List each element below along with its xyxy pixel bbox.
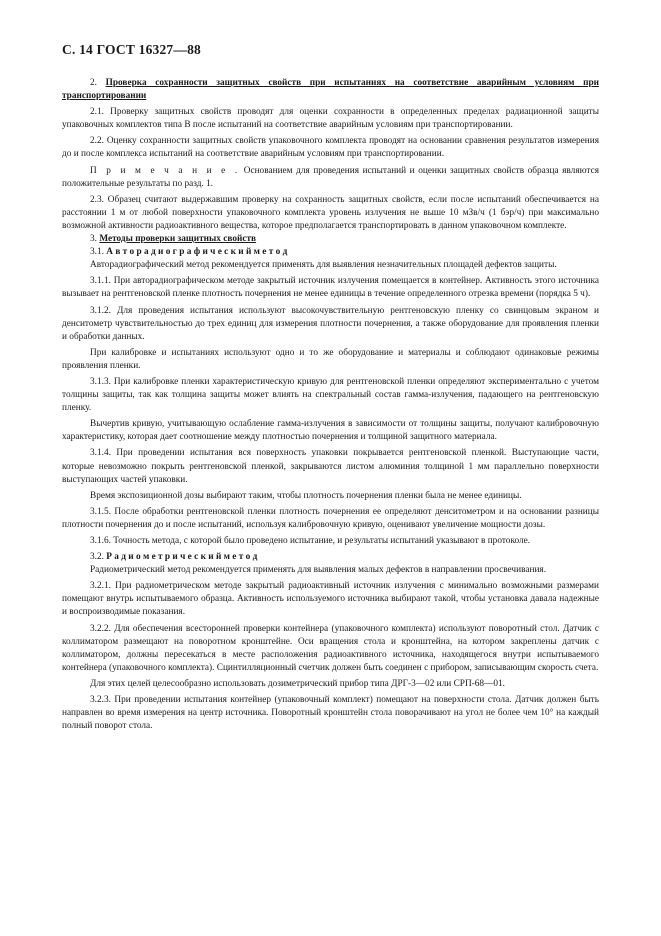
page-header: С. 14 ГОСТ 16327—88 (62, 42, 201, 57)
paragraph-3-1-5: 3.1.5. После обработки рентгеновской пленки плотность почернения ее определяют денситометром и на основании разницы плотности почернения до и после испытаний, используя калибровочную кривую, оценивают увеличение мощности дозы. (62, 506, 599, 530)
paragraph-2-2: 2.2. Оценку сохранности защитных свойств упаковочного комплекта проводят на основании сравнения результатов измерения до и после комплекса испытаний на соответствие аварийным условиям при транспортировании. (62, 136, 599, 160)
paragraph-3-2-2-cont: Для этих целей целесообразно использовать дозиметрический прибор типа ДРГ-3—02 или СРП-68—01. (90, 678, 505, 689)
paragraph-3-1-2: 3.1.2. Для проведения испытания используют высокочувствительную рентгеновскую пленку со свинцовым экраном и денситометр чувствительностью до трех единиц для измерения плотности почернения, а также оборудование для проявления пленки и обработки данных. (62, 305, 599, 342)
section-number: 3. (90, 234, 97, 245)
section-number: 2. (90, 78, 97, 88)
paragraph-3-1-4-cont: Время экспозиционной дозы выбирают таким, чтобы плотность почернения пленки была не менее единицы. (90, 490, 522, 501)
subsection-number: 3.2. (90, 552, 104, 563)
subsection-title: А в т о р а д и о г р а ф и ч е с к и й м е т о д (106, 247, 288, 258)
section-2-heading (62, 77, 599, 103)
paragraph-3-1-intro: Авторадиографический метод рекомендуется применять для выявления незначительных площадей дефектов защиты. (90, 260, 557, 271)
paragraph-2-1: 2.1. Проверку защитных свойств проводят для оценки сохранности в определенных пределах радиационной защиты упаковочных комплектов типа В после испытаний на соответствие аварийным условиям при транспортировании. (62, 107, 599, 131)
document-body (62, 77, 599, 736)
subsection-title: Р а д и о м е т р и ч е с к и й м е т о д (106, 552, 258, 563)
paragraph-2-3: 2.3. Образец считают выдержавшим проверку на сохранность защитных свойств, если после испытаний обеспечивается на расстоянии 1 м от любой поверхности упаковочного комплекта уровень излучения не выше 10 мЗв/ч (1 бэр/ч) при максимально возможной активности радиоактивного вещества, которое предполагается транспортировать в данном упаковочном комплекте. (62, 194, 599, 231)
paragraph-3-1-3-cont: Вычертив кривую, учитывающую ослабление гамма-излучения в зависимости от толщины защиты, получают калибровочную характеристику, которая дает соотношение между плотностью почернения и толщиной защитного материала. (62, 419, 599, 443)
subsection-3-2-heading (62, 551, 599, 564)
subsection-number: 3.1. (90, 247, 104, 258)
note-text: Основанием для проведения испытаний и оценки защитных свойств образца являются положительные результаты по разд. 1. (62, 165, 599, 189)
paragraph-3-2-3: 3.2.3. При проведении испытания контейнер (упаковочный комплект) помещают на поверхности стола. Датчик должен быть направлен во время измерения на центр источника. Поворотный кронштейн стола поворачивают на угол не более чем 10° на каждый полный поворот стола. (62, 695, 599, 732)
paragraph-3-2-intro: Радиометрический метод рекомендуется применять для выявления малых дефектов в направлении просвечивания. (90, 565, 547, 576)
paragraph-3-1-3: 3.1.3. При калибровке пленки характеристическую кривую для рентгеновской пленки определяют экспериментально с учетом толщины защиты, так как толщина защиты может влиять на спектральный состав гамма-излучения, падающего на рентгеновскую пленку. (62, 376, 599, 414)
section-3-heading (62, 233, 599, 246)
paragraph-3-1-4: 3.1.4. При проведении испытания вся поверхность упаковки покрывается рентгеновской пленкой. Выступающие части, которые невозможно покрыть рентгеновской пленкой, закрываются листом алюминия толщиной 1 мм параллельно поверхности выступающих частей упаковки. (62, 448, 599, 485)
note (62, 165, 599, 191)
subsection-3-1-heading (62, 246, 599, 259)
paragraph-3-2-1: 3.2.1. При радиометрическом методе закрытый радиоактивный источник излучения с минимально возможными размерами помещают внутрь испытываемого образца. Активность используемого источника выбирают такой, чтобы установка давала надежные и воспроизводимые показания. (62, 581, 599, 618)
paragraph-3-2-2: 3.2.2. Для обеспечения всесторонней проверки контейнера (упаковочного комплекта) используют поворотный стол. Датчик с коллиматором размещают на поворотном кронштейне. Оси вращения стола и кронштейна, на котором закреплены датчик с коллиматором, должны пересекаться в месте расположения радиоактивного источника, находящегося внутри испытываемого контейнера (упаковочного комплекта). Сцинтилляционный счетчик должен быть соединен с прибором, записывающим скорость счета. (62, 623, 599, 673)
paragraph-3-1-1: 3.1.1. При авторадиографическом методе закрытый источник излучения помещается в контейнер. Активность этого источника вызывает на рентгеновской пленке плотность почернения не менее единицы в течение определенного отрезка времени (порядка 5 ч). (62, 276, 599, 300)
note-label: П р и м е ч а н и е . (90, 165, 241, 176)
paragraph-3-1-6: 3.1.6. Точность метода, с которой было проведено испытание, и результаты испытаний указывают в протоколе. (90, 536, 531, 546)
section-title: Методы проверки защитных свойств (99, 234, 257, 245)
paragraph-3-1-2-cont: При калибровке и испытаниях используют одно и то же оборудование и материалы и соблюдают одинаковые режимы проявления пленки. (62, 347, 599, 371)
section-title: Проверка сохранности защитных свойств при испытаниях на соответствие аварийным условиям при транспортировании (62, 78, 599, 102)
